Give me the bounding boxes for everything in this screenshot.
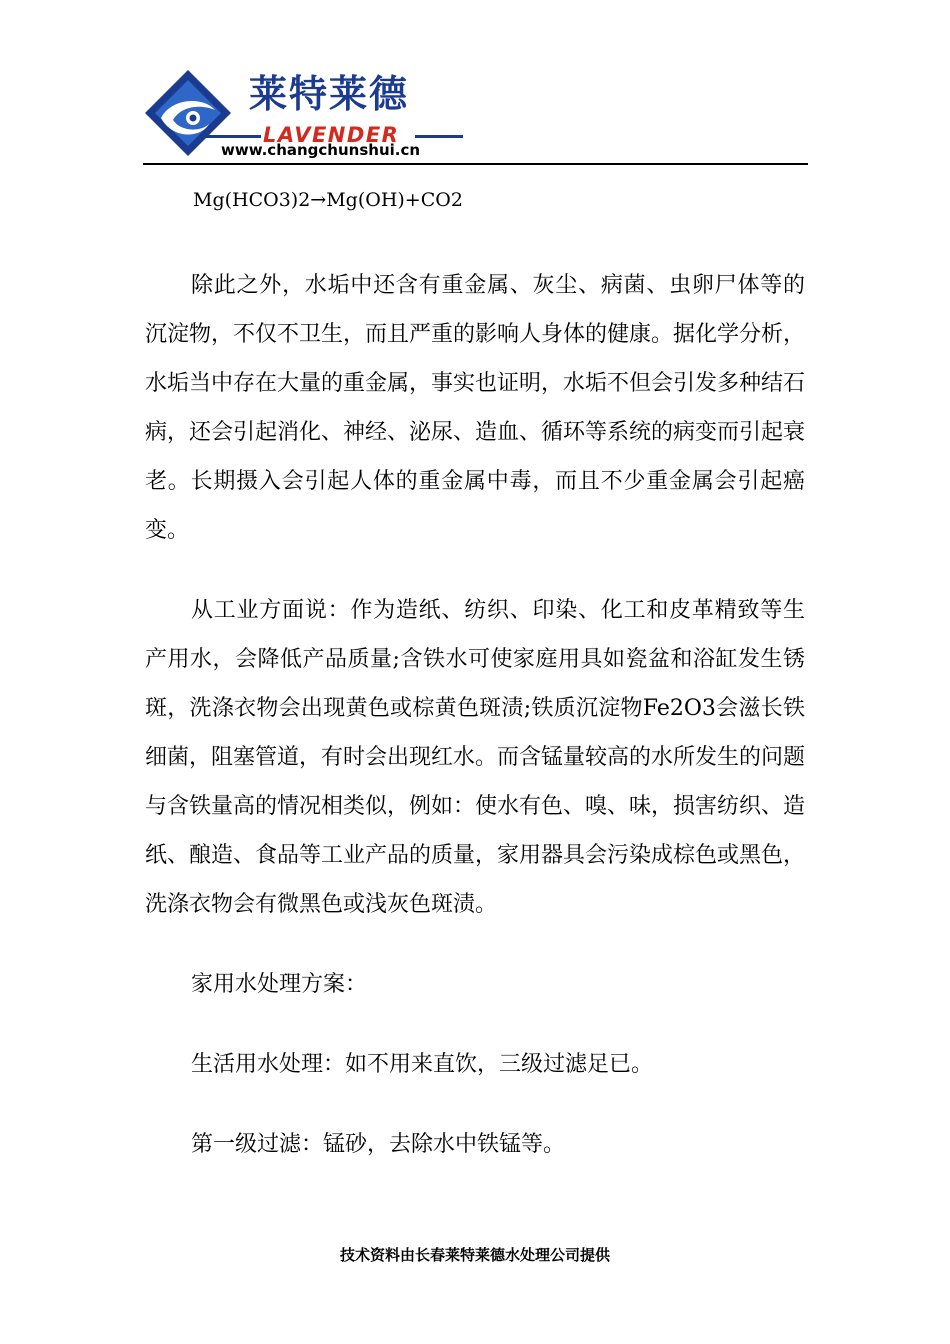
brand-name-chinese: 莱特莱德 — [249, 72, 410, 116]
lavender-diamond-logo-icon — [143, 68, 233, 158]
brand-name-english: LAVENDER — [263, 123, 400, 147]
chemical-formula: Mg(HCO3)2→Mg(OH)+CO2 — [193, 189, 463, 211]
paragraph-domestic-treatment: 生活用水处理：如不用来直饮，三级过滤足已。 — [191, 1052, 654, 1077]
document-footer: 技术资料由长春莱特莱德水处理公司提供 — [339, 1246, 610, 1264]
document-header — [143, 62, 808, 167]
brand-underline-right — [415, 135, 463, 138]
header-divider — [143, 163, 808, 165]
document-body — [145, 185, 805, 1169]
brand-underline-left — [201, 135, 261, 138]
brand-website: www.changchunshui.cn — [221, 141, 421, 159]
paragraph-industrial-impact: 从工业方面说：作为造纸、纺织、印染、化工和皮革精致等生产用水，会降低产品质量;含铁水可使家庭用具如瓷盆和浴缸发生锈斑，洗涤衣物会出现黄色或棕黄色斑渍;铁质沉淀物Fe2O3会滋长铁细菌，阻塞管道，有时会出现红水。而含锰量较高的水所发生的问题与含铁量高的情况相类似，例如：使水有色、嗅、味，损害纺织、造纸、酿造、食品等工业产品的质量，家用器具会污染成棕色或黑色，洗涤衣物会有微黑色或浅灰色斑渍。 — [145, 598, 806, 917]
paragraph-solution-heading: 家用水处理方案： — [191, 972, 368, 997]
paragraph-first-stage: 第一级过滤：锰砂，去除水中铁锰等。 — [191, 1132, 566, 1157]
paragraph-scale-health: 除此之外，水垢中还含有重金属、灰尘、病菌、虫卵尸体等的沉淀物，不仅不卫生，而且严重的影响人身体的健康。据化学分析，水垢当中存在大量的重金属，事实也证明，水垢不但会引发多种结石病，还会引起消化、神经、泌尿、造血、循环等系统的病变而引起衰老。长期摄入会引起人体的重金属中毒，而且不少重金属会引起癌变。 — [145, 273, 806, 543]
